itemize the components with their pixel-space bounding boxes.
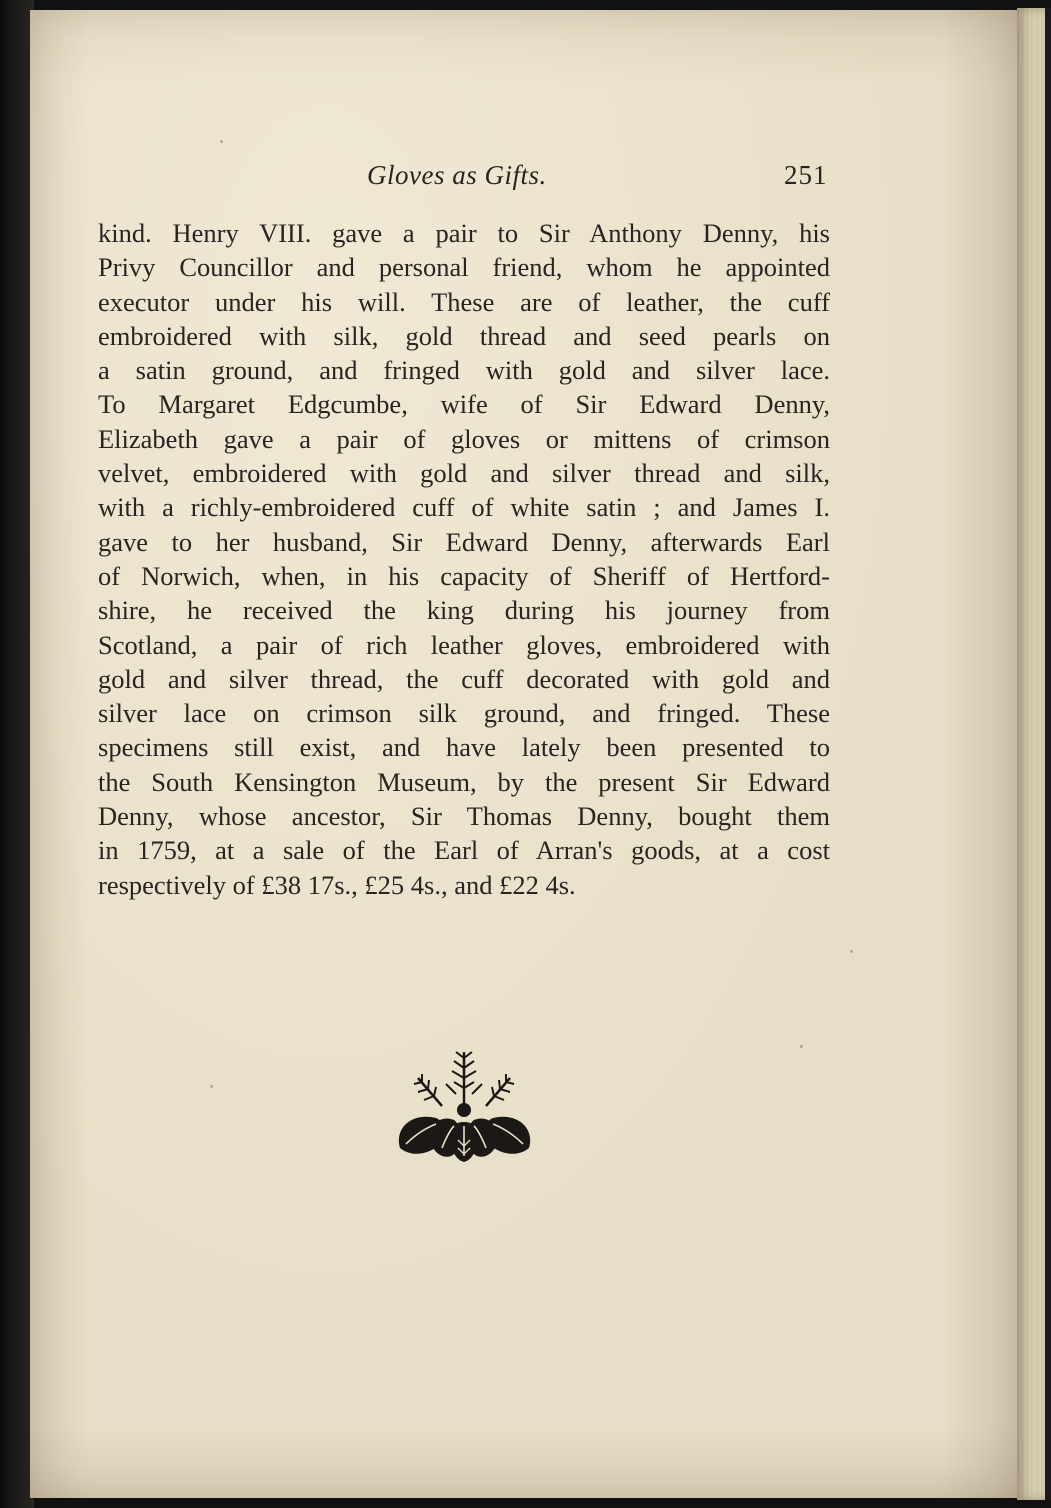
paper-speck [800, 1045, 803, 1048]
text-line: Scotland, a pair of rich leather gloves, embroidered with [98, 629, 830, 660]
page-number: 251 [784, 160, 828, 190]
text-line: with a richly-embroidered cuff of white satin ; and James I. [98, 492, 830, 523]
text-line: of Norwich, when, in his capacity of Sheriff of Hertford- [98, 560, 830, 591]
text-line: silver lace on crimson silk ground, and fringed. These [98, 698, 830, 729]
text-line: gave to her husband, Sir Edward Denny, afterwards Earl [98, 526, 830, 557]
text-line: velvet, embroidered with gold and silver thread and silk, [98, 458, 830, 489]
floral-tailpiece-icon [392, 1048, 537, 1166]
text-line: gold and silver thread, the cuff decorated with gold and [98, 663, 830, 694]
body-paragraph [98, 216, 830, 902]
text-line: specimens still exist, and have lately been presented to [98, 732, 830, 763]
text-line: the South Kensington Museum, by the present Sir Edward [98, 766, 830, 797]
text-line: respectively of £38 17s., £25 4s., and £22 4s. [98, 869, 576, 900]
text-line: a satin ground, and fringed with gold and silver lace. [98, 355, 830, 386]
text-line: Privy Councillor and personal friend, whom he appointed [98, 252, 830, 283]
running-title: Gloves as Gifts. [367, 160, 547, 190]
text-line: Denny, whose ancestor, Sir Thomas Denny, bought them [98, 801, 830, 832]
text-line: Elizabeth gave a pair of gloves or mittens of crimson [98, 423, 830, 454]
paper-speck [210, 1085, 213, 1088]
text-line: embroidered with silk, gold thread and seed pearls on [98, 320, 830, 351]
book-spine-edge [0, 0, 34, 1508]
text-line: executor under his will. These are of leather, the cuff [98, 286, 830, 317]
paper-speck [220, 140, 223, 143]
text-line: kind. Henry VIII. gave a pair to Sir Anthony Denny, his [98, 218, 830, 248]
running-head [0, 160, 1051, 200]
page-block-edges [1017, 8, 1051, 1500]
paper-speck [850, 950, 853, 953]
text-line: To Margaret Edgcumbe, wife of Sir Edward Denny, [98, 389, 830, 420]
text-line: in 1759, at a sale of the Earl of Arran's goods, at a cost [98, 835, 830, 866]
text-line: shire, he received the king during his journey from [98, 595, 830, 626]
